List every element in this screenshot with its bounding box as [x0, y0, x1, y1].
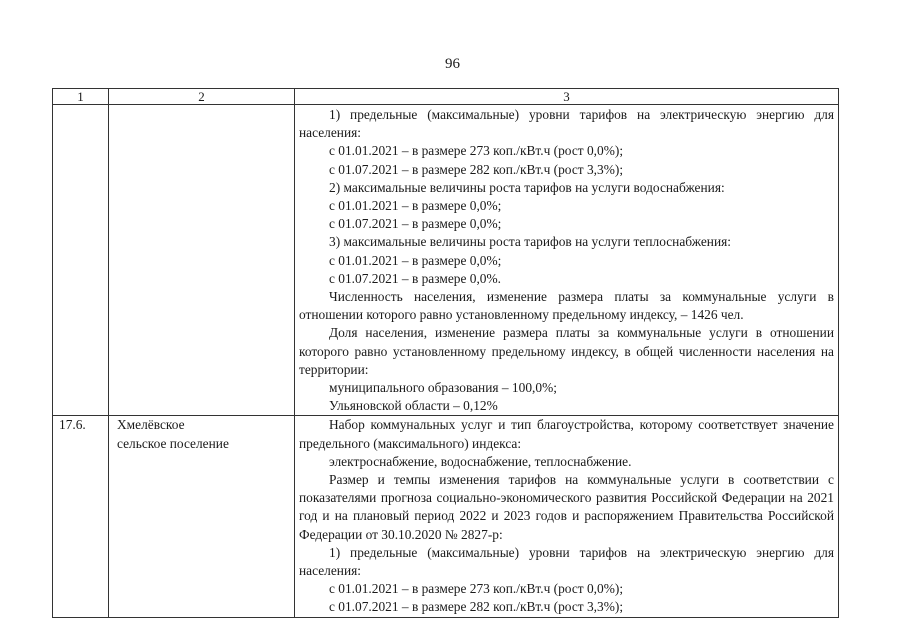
settlement-name-line: Хмелёвское	[117, 417, 185, 433]
header-col-3: 3	[295, 89, 839, 105]
text-line: Ульяновской области – 0,12%	[329, 398, 498, 414]
text-line: 3) максимальные величины роста тарифов на услуги теплоснабжения:	[329, 234, 731, 250]
table-row	[53, 105, 839, 416]
text-line: с 01.01.2021 – в размере 273 коп./кВт.ч (рост 0,0%);	[329, 581, 624, 597]
row-number-cell: 17.6.	[53, 416, 109, 617]
table-header-row	[53, 89, 839, 105]
text-line: с 01.01.2021 – в размере 273 коп./кВт.ч (рост 0,0%);	[329, 143, 624, 159]
settlement-name-line: сельское поселение	[117, 435, 229, 451]
text-line: электроснабжение, водоснабжение, теплоснабжение.	[329, 453, 632, 469]
text-paragraph: 1) предельные (максимальные) уровни тарифов на электрическую энергию для населения:	[299, 107, 834, 141]
text-line: с 01.01.2021 – в размере 0,0%;	[329, 252, 502, 268]
text-line: с 01.07.2021 – в размере 0,0%.	[329, 270, 501, 286]
tariff-table	[52, 88, 839, 618]
text-line: муниципального образования – 100,0%;	[329, 380, 557, 396]
row-number-cell	[53, 105, 109, 416]
text-line: 2) максимальные величины роста тарифов на услуги водоснабжения:	[329, 179, 725, 195]
text-line: с 01.07.2021 – в размере 282 коп./кВт.ч (рост 3,3%);	[329, 161, 624, 177]
settlement-name-cell	[109, 105, 295, 416]
table-row	[53, 416, 839, 617]
header-col-1: 1	[53, 89, 109, 105]
text-line: с 01.07.2021 – в размере 0,0%;	[329, 216, 502, 232]
description-cell	[295, 416, 839, 617]
text-line: с 01.07.2021 – в размере 282 коп./кВт.ч (рост 3,3%);	[329, 599, 624, 615]
page-number: 96	[445, 56, 460, 72]
text-paragraph: Численность населения, изменение размера платы за коммунальные услуги в отношении которого равно установленному предельному индексу, – 1426 чел.	[299, 289, 834, 323]
text-paragraph: 1) предельные (максимальные) уровни тарифов на электрическую энергию для населения:	[299, 544, 834, 579]
text-line: с 01.01.2021 – в размере 0,0%;	[329, 198, 502, 214]
text-paragraph: Доля населения, изменение размера платы за коммунальные услуги в отношении которого равно установленному предельному индексу, в общей численности населения на территории:	[299, 325, 834, 377]
description-cell	[295, 105, 839, 416]
settlement-name-cell	[109, 416, 295, 617]
text-paragraph: Набор коммунальных услуг и тип благоустройства, которому соответствует значение предельного (максимального) индекса:	[299, 417, 834, 451]
text-paragraph: Размер и темпы изменения тарифов на коммунальные услуги в соответствии с показателями прогноза социально-экономического развития Российской Федерации на 2021 год и на плановый период 2022 и 2023 годов и распоряжением Правительства Российской Федерации от 30.10.2020 № 2827-р:	[299, 472, 834, 542]
header-col-2: 2	[109, 89, 295, 105]
